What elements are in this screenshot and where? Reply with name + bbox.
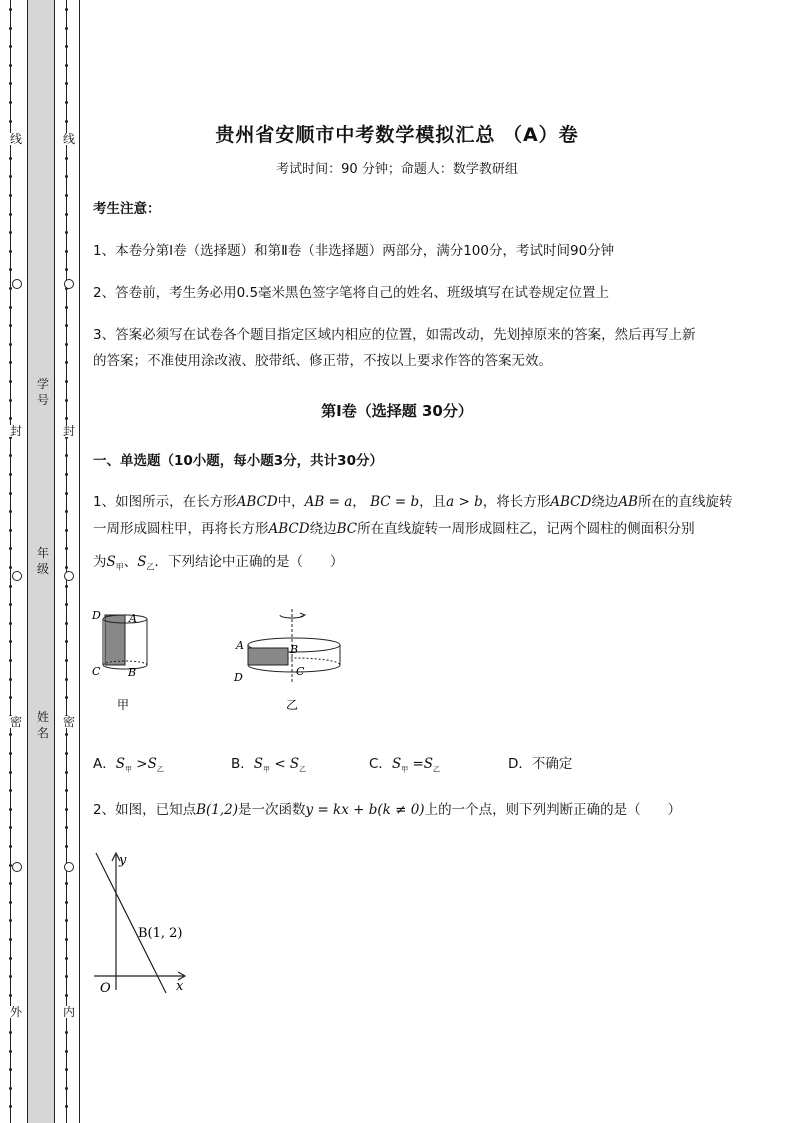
perforation-dot xyxy=(65,659,68,662)
perforation-dot xyxy=(65,585,68,588)
perforation-dot xyxy=(65,1105,68,1108)
perforation-dot xyxy=(65,547,68,550)
perforation-dot xyxy=(9,268,12,271)
perforation-dot xyxy=(65,380,68,383)
perforation-dot xyxy=(9,994,12,997)
section-heading: 一、单选题（10小题，每小题3分，共计30分） xyxy=(93,453,383,469)
margin-label-nei: 内 xyxy=(62,1005,75,1019)
perforation-dot xyxy=(65,975,68,978)
label-c: C xyxy=(92,665,101,678)
perforation-dot xyxy=(9,882,12,885)
caption-jia: 甲 xyxy=(117,698,130,712)
perforation-dot xyxy=(65,473,68,476)
perforation-dot xyxy=(9,510,12,513)
perforation-dot xyxy=(9,380,12,383)
perforation-dot xyxy=(9,696,12,699)
perforation-dot xyxy=(65,231,68,234)
svg-text:D: D xyxy=(234,671,243,684)
perforation-dot xyxy=(9,64,12,67)
x-axis-label: x xyxy=(176,979,184,994)
perforation-dot xyxy=(65,845,68,848)
perforation-dot xyxy=(65,268,68,271)
grade-field[interactable]: 年级 xyxy=(36,546,49,576)
perforation-dot xyxy=(65,919,68,922)
perforation-dot xyxy=(9,231,12,234)
binding-hole xyxy=(64,279,74,289)
perforation-dot xyxy=(9,1105,12,1108)
perforation-dot xyxy=(65,213,68,216)
origin-label: O xyxy=(100,981,111,995)
perforation-dot xyxy=(65,640,68,643)
perforation-dot xyxy=(65,82,68,85)
perforation-dot xyxy=(9,678,12,681)
perforation-dot xyxy=(9,622,12,625)
margin-label-feng: 封 xyxy=(9,424,22,438)
perforation-dot xyxy=(65,771,68,774)
y-axis-label: y xyxy=(119,853,127,868)
binding-hole xyxy=(64,571,74,581)
margin-label-xian-inner: 线 xyxy=(62,132,75,146)
perforation-dot xyxy=(9,901,12,904)
perforation-dot xyxy=(65,882,68,885)
perforation-dot xyxy=(65,27,68,30)
perforation-dot xyxy=(9,1031,12,1034)
notes-heading: 考生注意： xyxy=(93,201,161,217)
perforation-dot xyxy=(65,1087,68,1090)
perforation-dot xyxy=(9,585,12,588)
perforation-dot xyxy=(9,938,12,941)
perforation-dot xyxy=(9,454,12,457)
perforation-dot xyxy=(9,250,12,253)
perforation-dot xyxy=(65,603,68,606)
perforation-dot xyxy=(65,826,68,829)
perforation-dot xyxy=(65,938,68,941)
page-title: 贵州省安顺市中考数学模拟汇总 （A）卷 xyxy=(215,124,579,146)
q1-line-3: 为$S_甲$、$S_乙$．下列结论中正确的是（ ） xyxy=(93,554,344,572)
figure-cylinder-yi xyxy=(228,605,348,715)
perforation-dot xyxy=(9,808,12,811)
binding-hole xyxy=(12,279,22,289)
perforation-dot xyxy=(65,8,68,11)
option-b[interactable]: B．$S_甲 < S_乙$ xyxy=(231,756,307,774)
perforation-dot xyxy=(9,27,12,30)
perforation-dot xyxy=(9,826,12,829)
perforation-dot xyxy=(65,250,68,253)
note-item-2: 2、答卷前，考生务必用0.5毫米黑色签字笔将自己的姓名、班级填写在试卷规定位置上 xyxy=(93,285,610,301)
perforation-dot xyxy=(65,1050,68,1053)
perforation-dot xyxy=(9,845,12,848)
q2-graph xyxy=(88,845,198,995)
perforation-dot xyxy=(9,82,12,85)
perforation-dot xyxy=(65,789,68,792)
perforation-dot xyxy=(65,45,68,48)
svg-text:C: C xyxy=(296,665,305,678)
figure-cylinder-jia xyxy=(88,605,158,715)
perforation-dot xyxy=(9,194,12,197)
margin-label-wai: 外 xyxy=(9,1005,22,1019)
label-b: B xyxy=(128,666,137,679)
perforation-dot xyxy=(9,919,12,922)
perforation-dot xyxy=(65,194,68,197)
perforation-dot xyxy=(9,771,12,774)
perforation-dot xyxy=(65,1068,68,1071)
svg-text:B: B xyxy=(290,643,299,656)
binding-hole xyxy=(12,862,22,872)
perforation-dot xyxy=(9,733,12,736)
perforation-dot xyxy=(65,510,68,513)
note-item-1: 1、本卷分第Ⅰ卷（选择题）和第Ⅱ卷（非选择题）两部分，满分100分，考试时间90分钟 xyxy=(93,243,615,259)
perforation-dot xyxy=(9,1087,12,1090)
perforation-dot xyxy=(9,473,12,476)
svg-text:A: A xyxy=(236,639,244,652)
perforation-dot xyxy=(65,696,68,699)
option-c[interactable]: C．$S_甲 =S_乙$ xyxy=(369,756,441,774)
perforation-dot xyxy=(9,659,12,662)
q1-line-1: 1、如图所示，在长方形ABCD中，AB = a， BC = b，且a > b，将长方形ABCD绕边AB所在的直线旋转 xyxy=(93,494,733,510)
perforation-dot xyxy=(65,101,68,104)
point-b-label: B(1, 2) xyxy=(138,926,183,941)
perforation-dot xyxy=(65,492,68,495)
perforation-dot xyxy=(65,64,68,67)
perforation-dot xyxy=(9,1050,12,1053)
q1-line-2: 一周形成圆柱甲，再将长方形ABCD绕边BC所在直线旋转一周形成圆柱乙，记两个圆柱的侧面积分别 xyxy=(93,521,695,537)
perforation-dot xyxy=(65,678,68,681)
perforation-dot xyxy=(9,789,12,792)
perforation-dot xyxy=(9,752,12,755)
perforation-dot xyxy=(9,306,12,309)
perforation-dot xyxy=(9,529,12,532)
perforation-dot xyxy=(9,343,12,346)
perforation-dot xyxy=(9,101,12,104)
label-d: D xyxy=(92,609,101,622)
perforation-dot xyxy=(65,324,68,327)
option-a[interactable]: A．$S_甲 >S_乙$ xyxy=(93,756,164,774)
perforation-dot xyxy=(9,213,12,216)
perforation-dot xyxy=(65,808,68,811)
perforation-dot xyxy=(65,306,68,309)
perforation-dot xyxy=(65,566,68,569)
margin-label-mi-inner: 密 xyxy=(62,715,75,729)
perforation-dot xyxy=(65,361,68,364)
exam-info: 考试时间：90 分钟；命题人：数学教研组 xyxy=(276,162,518,177)
name-field[interactable]: 姓名 xyxy=(36,710,49,740)
perforation-dot xyxy=(65,994,68,997)
perforation-dot xyxy=(9,640,12,643)
perforation-dot xyxy=(9,361,12,364)
note-item-3-line-1: 3、答案必须写在试卷各个题目指定区域内相应的位置，如需改动，先划掉原来的答案，然后再写上新 xyxy=(93,327,696,343)
part-title: 第Ⅰ卷（选择题 30分） xyxy=(321,402,473,420)
margin-label-xian: 线 xyxy=(9,132,22,146)
perforation-dot xyxy=(9,566,12,569)
perforation-dot xyxy=(9,975,12,978)
perforation-dot xyxy=(65,733,68,736)
note-item-3-line-2: 的答案；不准使用涂改液、胶带纸、修正带，不按以上要求作答的答案无效。 xyxy=(93,353,552,369)
perforation-dot xyxy=(9,324,12,327)
perforation-dot xyxy=(65,343,68,346)
perforation-dot xyxy=(65,957,68,960)
binding-hole xyxy=(64,862,74,872)
margin-label-feng-inner: 封 xyxy=(62,424,75,438)
q2-stem: 2、如图，已知点B(1,2)是一次函数y = kx + b(k ≠ 0)上的一个点，则下列判断正确的是（ ） xyxy=(93,802,682,818)
margin-label-mi: 密 xyxy=(9,715,22,729)
option-d[interactable]: D．不确定 xyxy=(508,756,573,772)
perforation-dot xyxy=(65,752,68,755)
perforation-dot xyxy=(9,287,12,290)
perforation-dot xyxy=(9,492,12,495)
binding-hole xyxy=(12,571,22,581)
perforation-dot xyxy=(9,45,12,48)
label-a: A xyxy=(129,612,137,625)
student-id-field[interactable]: 学号 xyxy=(36,377,49,407)
perforation-dot xyxy=(9,957,12,960)
perforation-dot xyxy=(65,454,68,457)
perforation-dot xyxy=(9,8,12,11)
perforation-dot xyxy=(9,547,12,550)
perforation-dot xyxy=(65,901,68,904)
perforation-dot xyxy=(9,1068,12,1071)
perforation-dot xyxy=(9,603,12,606)
caption-yi: 乙 xyxy=(286,698,299,712)
perforation-dot xyxy=(65,622,68,625)
perforation-dot xyxy=(65,1031,68,1034)
perforation-dot xyxy=(65,529,68,532)
